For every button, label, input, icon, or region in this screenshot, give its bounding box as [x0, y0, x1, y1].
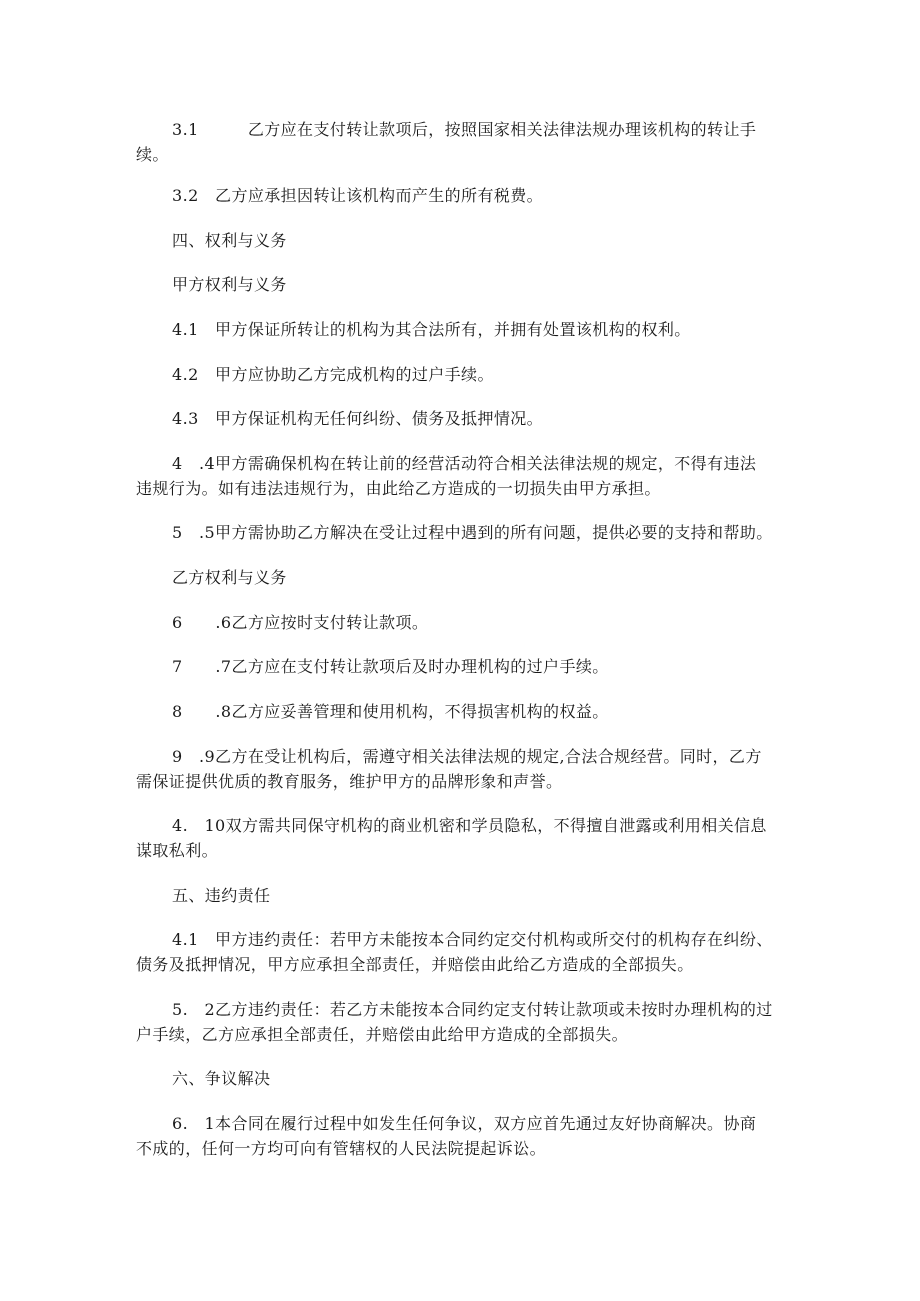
text-line: 不成的，任何一方均可向有管辖权的人民法院提起诉讼。: [136, 1139, 547, 1158]
text-line: 8 .8乙方应妥善管理和使用机构，不得损害机构的权益。: [172, 702, 609, 721]
section-heading-5: [136, 883, 786, 908]
clause-9-9: [136, 744, 786, 794]
clause-3-2: [136, 183, 786, 208]
clause-5-5: [136, 520, 786, 545]
text-line: 3.1 乙方应在支付转让款项后，按照国家相关法律法规办理该机构的转让手: [172, 120, 757, 139]
text-line: 续。: [136, 145, 169, 164]
clause-7-7: [136, 654, 786, 679]
section-title: 五、违约责任: [172, 886, 271, 905]
text-line: 违规行为。如有违法违规行为，由此给乙方造成的一切损失由甲方承担。: [136, 479, 661, 498]
clause-breach-b: [136, 997, 786, 1047]
clause-breach-a: [136, 927, 786, 977]
clause-4-10: [136, 813, 786, 863]
text-line: 4 .4甲方需确保机构在转让前的经营活动符合相关法律法规的规定，不得有违法: [172, 454, 757, 473]
section-title: 四、权利与义务: [172, 231, 287, 250]
text-line: 债务及抵押情况，甲方应承担全部责任，并赔偿由此给乙方造成的全部损失。: [136, 955, 694, 974]
clause-6-6: [136, 610, 786, 635]
clause-4-1: [136, 317, 786, 342]
clause-4-4: [136, 451, 786, 501]
text-line: 4.2 甲方应协助乙方完成机构的过户手续。: [172, 365, 494, 384]
text-line: 4. 10双方需共同保守机构的商业机密和学员隐私，不得擅自泄露或利用相关信息: [172, 816, 767, 835]
text-line: 4.1 甲方保证所转让的机构为其合法所有，并拥有处置该机构的权利。: [172, 320, 691, 339]
subheading-title: 乙方权利与义务: [172, 568, 287, 587]
text-line: 4.3 甲方保证机构无任何纠纷、债务及抵押情况。: [172, 409, 544, 428]
clause-4-2: [136, 362, 786, 387]
subheading-title: 甲方权利与义务: [172, 275, 287, 294]
text-line: 户手续，乙方应承担全部责任，并赔偿由此给甲方造成的全部损失。: [136, 1025, 629, 1044]
section-heading-4: [136, 228, 786, 253]
text-line: 谋取私利。: [136, 841, 219, 860]
clause-3-1: [136, 117, 786, 167]
text-line: 6. 1本合同在履行过程中如发生任何争议，双方应首先通过友好协商解决。协商: [172, 1114, 757, 1133]
text-line: 4.1 甲方违约责任：若甲方未能按本合同约定交付机构或所交付的机构存在纠纷、: [172, 930, 773, 949]
text-line: 7 .7乙方应在支付转让款项后及时办理机构的过户手续。: [172, 657, 609, 676]
text-line: 5. 2乙方违约责任：若乙方未能按本合同约定支付转让款项或未按时办理机构的过: [172, 1000, 773, 1019]
clause-8-8: [136, 699, 786, 724]
section-title: 六、争议解决: [172, 1069, 271, 1088]
text-line: 6 .6乙方应按时支付转让款项。: [172, 613, 429, 632]
text-line: 3.2 乙方应承担因转让该机构而产生的所有税费。: [172, 186, 544, 205]
subheading-party-b: [136, 565, 786, 590]
text-line: 需保证提供优质的教育服务，维护甲方的品牌形象和声誉。: [136, 772, 563, 791]
clause-6-1: [136, 1111, 786, 1161]
clause-4-3: [136, 406, 786, 431]
section-heading-6: [136, 1066, 786, 1091]
text-line: 9 .9乙方在受让机构后，需遵守相关法律法规的规定,合法合规经营。同时，乙方: [172, 747, 762, 766]
subheading-party-a: [136, 272, 786, 297]
text-line: 5 .5甲方需协助乙方解决在受让过程中遇到的所有问题，提供必要的支持和帮助。: [172, 523, 773, 542]
